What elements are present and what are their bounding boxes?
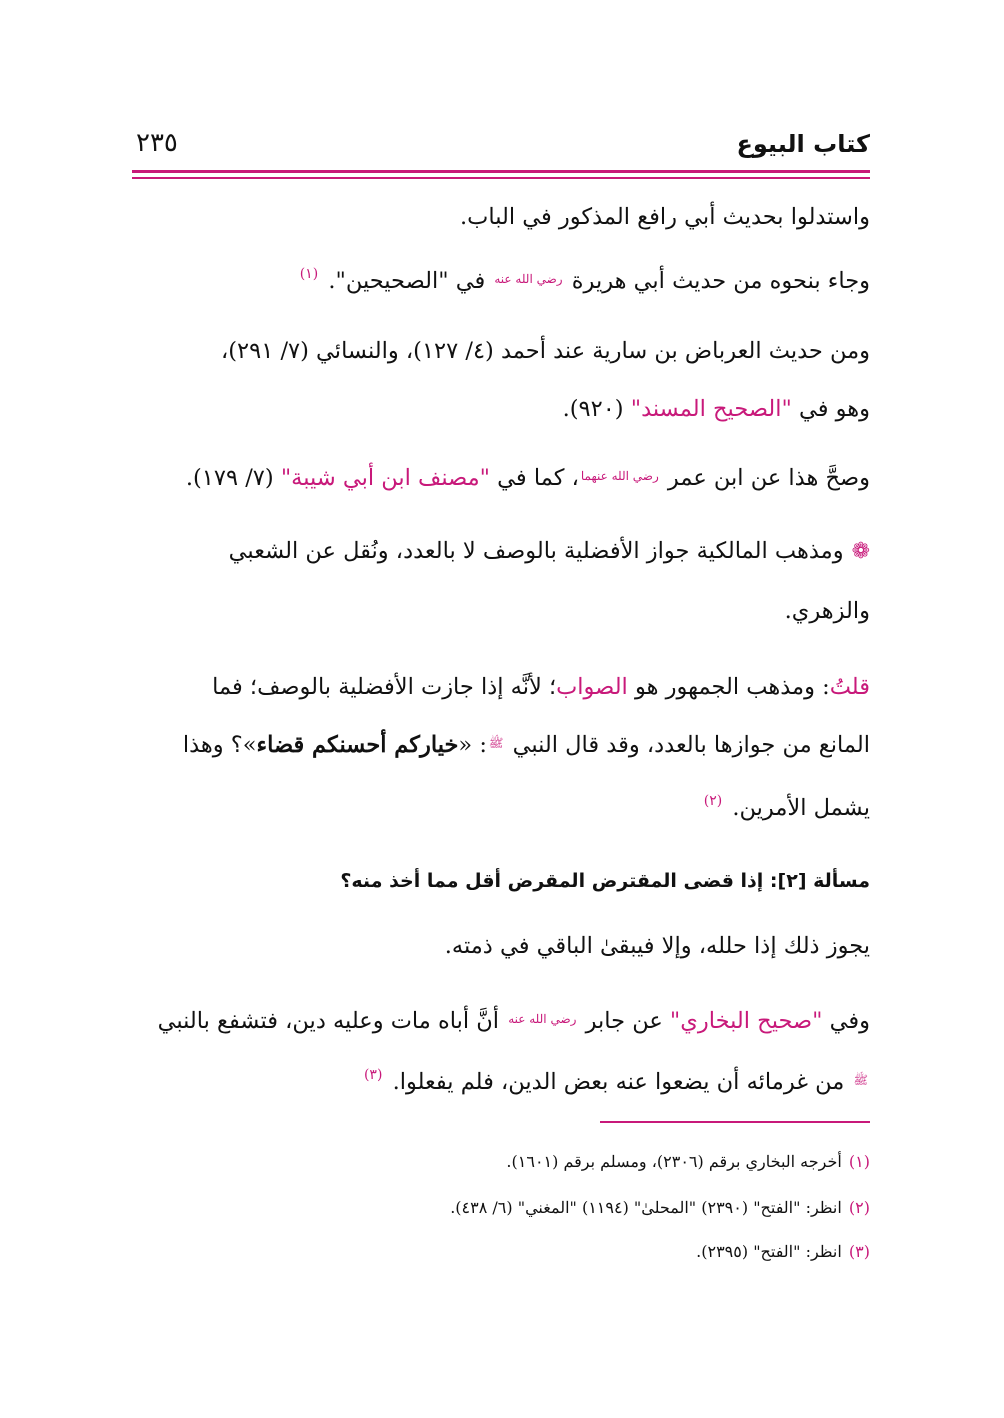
text: يشمل الأمرين. <box>732 795 870 821</box>
body-line-1 <box>460 206 870 229</box>
body-line-6 <box>134 540 870 563</box>
body-line-3 <box>221 340 870 363</box>
text: ، كما في <box>490 465 579 491</box>
radiya-anhu-honorific: رضي الله عنه <box>508 1012 577 1026</box>
footnote-ref-1[interactable]: (١) <box>299 266 319 282</box>
text: : « <box>458 732 487 758</box>
body-line-9 <box>134 734 870 757</box>
flower-ornament-icon: ❁ <box>851 539 870 564</box>
body-line-4 <box>563 398 870 421</box>
text-with-ornament <box>229 540 870 563</box>
book-title-quote: "مصنف ابن أبي شيبة" <box>280 465 491 491</box>
body-line-8 <box>134 676 870 699</box>
page-header <box>132 126 870 166</box>
page-number: ٢٣٥ <box>136 128 178 158</box>
footnote-ref-2[interactable]: (٢) <box>703 793 723 809</box>
text: المانع من جوازها بالعدد، وقد قال النبي <box>512 732 870 758</box>
salla-honorific: ﷺ <box>853 1073 868 1087</box>
text: ومذهب المالكية جواز الأفضلية بالوصف لا بالعدد، ونُقل عن الشعبي <box>228 538 844 564</box>
book-title-quote: "صحيح البخاري" <box>669 1008 823 1034</box>
text: وجاء بنحوه من حديث أبي هريرة <box>571 268 870 294</box>
text: ؛ لأنَّه إذا جازت الأفضلية بالوصف؛ فما <box>212 674 557 700</box>
body-line-2 <box>300 267 870 293</box>
masala-label: مسألة [٢]: <box>769 870 870 892</box>
book-title-quote: "الصحيح المسند" <box>630 396 792 422</box>
footnote-ref-3[interactable]: (٣) <box>363 1067 383 1083</box>
text: ومن حديث العرباض بن سارية عند أحمد (٤/ ١٢٧)، والنسائي (٧/ ٢٩١)، <box>220 338 870 364</box>
text: (٩٢٠). <box>562 396 631 422</box>
header-rule-thick <box>132 170 870 173</box>
footnote-number: (٣) <box>848 1242 870 1261</box>
text: يجوز ذلك إذا حلله، وإلا فيبقىٰ الباقي في ذمته. <box>444 933 870 959</box>
body-line-13 <box>364 1068 870 1094</box>
footnote-number: (١) <box>848 1152 870 1171</box>
text: في "الصحيحين". <box>328 268 486 294</box>
text: وهو في <box>791 396 870 422</box>
text: واستدلوا بحديث أبي رافع المذكور في الباب. <box>460 204 870 230</box>
body-line-12 <box>134 1010 870 1033</box>
header-rule-thin <box>132 177 870 179</box>
qultu-label: قلتُ <box>829 674 870 700</box>
sawab-word: الصواب <box>556 674 628 700</box>
footnote-2 <box>450 1200 870 1216</box>
masala-question: إذا قضى المقترض المقرض أقل مما أخذ منه؟ <box>340 870 764 892</box>
radiya-anhuma-honorific: رضي الله عنهما <box>580 469 659 483</box>
radiya-anhu-honorific: رضي الله عنه <box>494 272 563 286</box>
footnote-1 <box>506 1154 870 1170</box>
footnote-number: (٢) <box>848 1198 870 1217</box>
text: والزهري. <box>784 598 870 624</box>
footnote-text: أخرجه البخاري برقم (٢٣٠٦)، ومسلم برقم (١٦٠١). <box>506 1152 842 1171</box>
body-line-7 <box>785 600 870 623</box>
text: أنَّ أباه مات وعليه دين، فتشفع بالنبي <box>157 1008 507 1034</box>
footnote-separator <box>600 1121 870 1123</box>
body-line-11 <box>445 935 870 958</box>
footnote-3 <box>696 1244 870 1260</box>
masala-heading <box>340 870 870 892</box>
chapter-title: كتاب البيوع <box>736 130 870 158</box>
text: (٧/ ١٧٩). <box>185 465 281 491</box>
footnote-text: انظر: "الفتح" (٢٣٩٥). <box>696 1242 842 1261</box>
text: : ومذهب الجمهور هو <box>627 674 830 700</box>
text: عن جابر <box>585 1008 670 1034</box>
text: من غرمائه أن يضعوا عنه بعض الدين، فلم يفعلوا. <box>392 1069 845 1095</box>
footnote-text: انظر: "الفتح" (٢٣٩٠) "المحلىٰ" (١١٩٤) "المغني" (٦/ ٤٣٨). <box>450 1198 842 1217</box>
hadith-quote: خياركم أحسنكم قضاء <box>256 732 459 758</box>
text: وصحَّ هذا عن ابن عمر <box>667 465 870 491</box>
body-line-5 <box>186 467 870 490</box>
salla-honorific: ﷺ <box>488 736 504 750</box>
body-line-10 <box>704 794 870 820</box>
text: »؟ وهذا <box>182 732 257 758</box>
text: وفي <box>822 1008 870 1034</box>
